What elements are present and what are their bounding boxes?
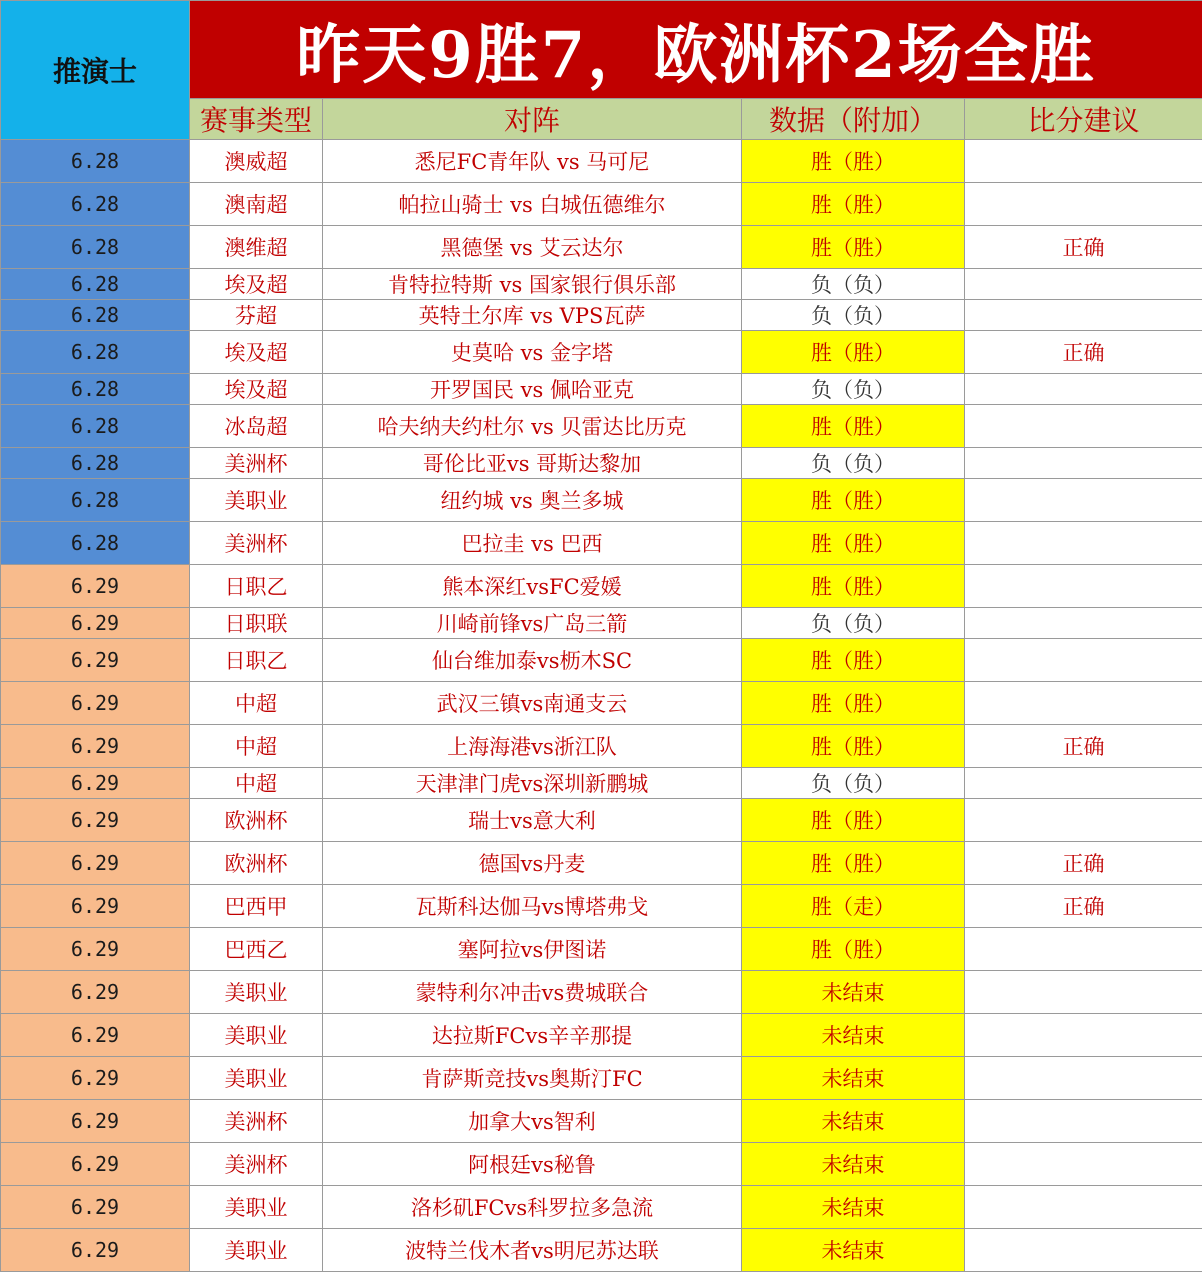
- score-cell: [965, 374, 1202, 405]
- league-cell: 芬超: [190, 300, 323, 331]
- result-cell: 负（负）: [742, 269, 965, 300]
- score-cell: [965, 768, 1202, 799]
- league-cell: 埃及超: [190, 374, 323, 405]
- match-cell: 武汉三镇vs南通支云: [323, 682, 742, 725]
- date-cell: 6.29: [1, 928, 190, 971]
- result-cell: 胜（走）: [742, 885, 965, 928]
- date-cell: 6.29: [1, 565, 190, 608]
- date-cell: 6.28: [1, 269, 190, 300]
- date-cell: 6.28: [1, 448, 190, 479]
- result-cell: 胜（胜）: [742, 799, 965, 842]
- match-cell: 天津津门虎vs深圳新鹏城: [323, 768, 742, 799]
- match-cell: 蒙特利尔冲击vs费城联合: [323, 971, 742, 1014]
- result-cell: 未结束: [742, 1229, 965, 1272]
- result-cell: 胜（胜）: [742, 682, 965, 725]
- date-cell: 6.28: [1, 331, 190, 374]
- table-row: [1, 725, 1202, 768]
- date-cell: 6.28: [1, 300, 190, 331]
- score-cell: [965, 405, 1202, 448]
- league-cell: 美洲杯: [190, 522, 323, 565]
- score-cell: [965, 1229, 1202, 1272]
- match-cell: 川崎前锋vs广岛三箭: [323, 608, 742, 639]
- date-cell: 6.29: [1, 1014, 190, 1057]
- result-cell: 未结束: [742, 1143, 965, 1186]
- table-row: [1, 1186, 1202, 1229]
- result-cell: 胜（胜）: [742, 928, 965, 971]
- score-cell: [965, 1186, 1202, 1229]
- match-cell: 瑞士vs意大利: [323, 799, 742, 842]
- score-cell: [965, 1014, 1202, 1057]
- table-row: [1, 682, 1202, 725]
- date-cell: 6.29: [1, 682, 190, 725]
- match-cell: 英特土尔库 vs VPS瓦萨: [323, 300, 742, 331]
- table-row: [1, 639, 1202, 682]
- result-cell: 胜（胜）: [742, 479, 965, 522]
- league-cell: 巴西乙: [190, 928, 323, 971]
- date-cell: 6.28: [1, 183, 190, 226]
- score-cell: [965, 971, 1202, 1014]
- date-cell: 6.29: [1, 1100, 190, 1143]
- date-cell: 6.29: [1, 768, 190, 799]
- result-cell: 负（负）: [742, 608, 965, 639]
- result-cell: 未结束: [742, 971, 965, 1014]
- score-cell: 正确: [965, 725, 1202, 768]
- match-cell: 塞阿拉vs伊图诺: [323, 928, 742, 971]
- score-cell: 正确: [965, 331, 1202, 374]
- result-cell: 未结束: [742, 1057, 965, 1100]
- score-cell: [965, 269, 1202, 300]
- brand-label: 推演士: [1, 1, 190, 140]
- date-cell: 6.28: [1, 226, 190, 269]
- date-cell: 6.29: [1, 842, 190, 885]
- score-cell: [965, 448, 1202, 479]
- table-row: [1, 885, 1202, 928]
- date-cell: 6.29: [1, 608, 190, 639]
- match-cell: 史莫哈 vs 金字塔: [323, 331, 742, 374]
- league-cell: 日职联: [190, 608, 323, 639]
- table-row: [1, 140, 1202, 183]
- date-cell: 6.29: [1, 1186, 190, 1229]
- table-row: [1, 971, 1202, 1014]
- result-cell: 负（负）: [742, 300, 965, 331]
- match-cell: 哈夫纳夫约杜尔 vs 贝雷达比历克: [323, 405, 742, 448]
- score-cell: 正确: [965, 885, 1202, 928]
- match-cell: 洛杉矶FCvs科罗拉多急流: [323, 1186, 742, 1229]
- match-cell: 肯特拉特斯 vs 国家银行俱乐部: [323, 269, 742, 300]
- score-cell: [965, 522, 1202, 565]
- table-row: [1, 522, 1202, 565]
- result-cell: 未结束: [742, 1186, 965, 1229]
- table-row: [1, 448, 1202, 479]
- date-cell: 6.29: [1, 799, 190, 842]
- match-cell: 黑德堡 vs 艾云达尔: [323, 226, 742, 269]
- match-cell: 上海海港vs浙江队: [323, 725, 742, 768]
- date-cell: 6.29: [1, 725, 190, 768]
- result-cell: 胜（胜）: [742, 842, 965, 885]
- header-match: 对阵: [323, 99, 742, 140]
- match-cell: 熊本深红vsFC爱媛: [323, 565, 742, 608]
- match-cell: 巴拉圭 vs 巴西: [323, 522, 742, 565]
- table-row: [1, 183, 1202, 226]
- match-cell: 哥伦比亚vs 哥斯达黎加: [323, 448, 742, 479]
- result-cell: 胜（胜）: [742, 565, 965, 608]
- result-cell: 未结束: [742, 1100, 965, 1143]
- league-cell: 中超: [190, 725, 323, 768]
- result-cell: 负（负）: [742, 768, 965, 799]
- date-cell: 6.28: [1, 374, 190, 405]
- table-row: [1, 928, 1202, 971]
- title-row: [1, 1, 1202, 99]
- league-cell: 埃及超: [190, 331, 323, 374]
- league-cell: 美职业: [190, 479, 323, 522]
- league-cell: 美职业: [190, 971, 323, 1014]
- score-cell: [965, 183, 1202, 226]
- table-row: [1, 1100, 1202, 1143]
- league-cell: 澳南超: [190, 183, 323, 226]
- league-cell: 美职业: [190, 1229, 323, 1272]
- result-cell: 负（负）: [742, 448, 965, 479]
- result-cell: 胜（胜）: [742, 331, 965, 374]
- date-cell: 6.29: [1, 639, 190, 682]
- result-cell: 胜（胜）: [742, 639, 965, 682]
- score-cell: [965, 1100, 1202, 1143]
- date-cell: 6.29: [1, 1143, 190, 1186]
- league-cell: 美洲杯: [190, 1143, 323, 1186]
- league-cell: 美洲杯: [190, 1100, 323, 1143]
- score-cell: [965, 565, 1202, 608]
- table-row: [1, 269, 1202, 300]
- score-cell: [965, 140, 1202, 183]
- header-result: 数据（附加）: [742, 99, 965, 140]
- date-cell: 6.29: [1, 1229, 190, 1272]
- match-cell: 瓦斯科达伽马vs博塔弗戈: [323, 885, 742, 928]
- match-cell: 悉尼FC青年队 vs 马可尼: [323, 140, 742, 183]
- match-cell: 阿根廷vs秘鲁: [323, 1143, 742, 1186]
- table-row: [1, 1229, 1202, 1272]
- league-cell: 巴西甲: [190, 885, 323, 928]
- page-title: 昨天9胜7，欧洲杯2场全胜: [190, 1, 1202, 99]
- result-cell: 胜（胜）: [742, 183, 965, 226]
- league-cell: 冰岛超: [190, 405, 323, 448]
- match-cell: 达拉斯FCvs辛辛那提: [323, 1014, 742, 1057]
- league-cell: 日职乙: [190, 639, 323, 682]
- header-league: 赛事类型: [190, 99, 323, 140]
- result-cell: 胜（胜）: [742, 725, 965, 768]
- match-cell: 加拿大vs智利: [323, 1100, 742, 1143]
- score-cell: [965, 1143, 1202, 1186]
- score-cell: [965, 300, 1202, 331]
- league-cell: 澳维超: [190, 226, 323, 269]
- league-cell: 美职业: [190, 1014, 323, 1057]
- score-cell: [965, 928, 1202, 971]
- table-row: [1, 799, 1202, 842]
- date-cell: 6.28: [1, 140, 190, 183]
- result-cell: 胜（胜）: [742, 140, 965, 183]
- table-row: [1, 479, 1202, 522]
- league-cell: 日职乙: [190, 565, 323, 608]
- score-cell: [965, 799, 1202, 842]
- table-row: [1, 608, 1202, 639]
- match-cell: 开罗国民 vs 佩哈亚克: [323, 374, 742, 405]
- table-row: [1, 374, 1202, 405]
- league-cell: 欧洲杯: [190, 799, 323, 842]
- match-cell: 纽约城 vs 奥兰多城: [323, 479, 742, 522]
- result-cell: 胜（胜）: [742, 226, 965, 269]
- score-cell: 正确: [965, 842, 1202, 885]
- score-cell: 正确: [965, 226, 1202, 269]
- league-cell: 美职业: [190, 1186, 323, 1229]
- table-row: [1, 300, 1202, 331]
- date-cell: 6.28: [1, 522, 190, 565]
- date-cell: 6.28: [1, 479, 190, 522]
- score-cell: [965, 608, 1202, 639]
- result-cell: 胜（胜）: [742, 522, 965, 565]
- table-row: [1, 226, 1202, 269]
- score-cell: [965, 682, 1202, 725]
- league-cell: 欧洲杯: [190, 842, 323, 885]
- date-cell: 6.29: [1, 971, 190, 1014]
- table-row: [1, 331, 1202, 374]
- score-cell: [965, 479, 1202, 522]
- league-cell: 埃及超: [190, 269, 323, 300]
- table-row: [1, 1014, 1202, 1057]
- match-cell: 波特兰伐木者vs明尼苏达联: [323, 1229, 742, 1272]
- match-cell: 帕拉山骑士 vs 白城伍德维尔: [323, 183, 742, 226]
- date-cell: 6.29: [1, 1057, 190, 1100]
- league-cell: 中超: [190, 682, 323, 725]
- league-cell: 美洲杯: [190, 448, 323, 479]
- result-cell: 负（负）: [742, 374, 965, 405]
- score-cell: [965, 639, 1202, 682]
- score-cell: [965, 1057, 1202, 1100]
- league-cell: 中超: [190, 768, 323, 799]
- league-cell: 澳威超: [190, 140, 323, 183]
- league-cell: 美职业: [190, 1057, 323, 1100]
- date-cell: 6.29: [1, 885, 190, 928]
- table-row: [1, 768, 1202, 799]
- table-row: [1, 1057, 1202, 1100]
- match-cell: 德国vs丹麦: [323, 842, 742, 885]
- match-cell: 肯萨斯竞技vs奥斯汀FC: [323, 1057, 742, 1100]
- table-row: [1, 842, 1202, 885]
- match-cell: 仙台维加泰vs枥木SC: [323, 639, 742, 682]
- result-cell: 胜（胜）: [742, 405, 965, 448]
- table-row: [1, 565, 1202, 608]
- table-row: [1, 405, 1202, 448]
- table-row: [1, 1143, 1202, 1186]
- result-cell: 未结束: [742, 1014, 965, 1057]
- header-score: 比分建议: [965, 99, 1202, 140]
- date-cell: 6.28: [1, 405, 190, 448]
